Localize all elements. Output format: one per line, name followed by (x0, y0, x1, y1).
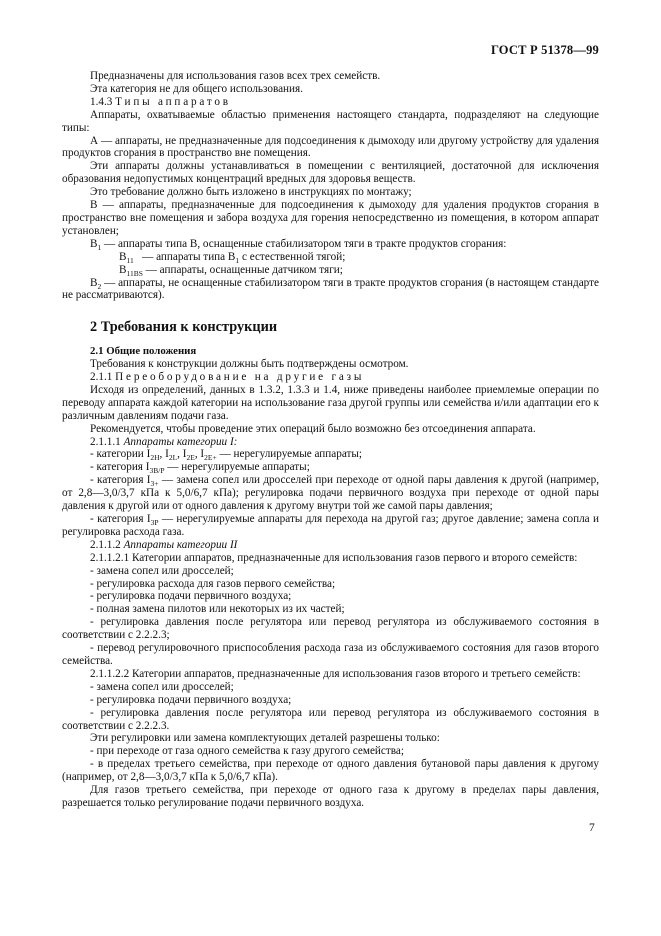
definition-b1: $В_1$ — аппараты типа В, оснащенные стабилизатором тяги в тракте продуктов сгорания: (90, 237, 507, 253)
paragraph: Аппараты, охватываемые областью применения настоящего стандарта, подразделяют на следующие типы: (62, 108, 599, 134)
clause-title: Аппараты категории II (123, 538, 238, 551)
clause-title: Типы аппаратов (115, 95, 231, 108)
paragraph: Эти аппараты должны устанавливаться в помещении с вентиляцией, достаточной для исключения образования недопустимых концентраций вредных для здоровья веществ. (62, 160, 599, 186)
clause-number: 2.1.1.1 (90, 435, 124, 448)
paragraph: Эта категория не для общего использования. (90, 82, 303, 95)
standard-header: ГОСТ Р 51378—99 (490, 43, 599, 57)
paragraph: Это требование должно быть изложено в инструкциях по монтажу; (90, 186, 412, 199)
list-item: - регулировка расхода для газов первого семейства; (90, 577, 336, 590)
paragraph: Рекомендуется, чтобы проведение этих операций было возможно без отсоединения аппарата. (90, 422, 536, 435)
clause-heading (62, 96, 599, 109)
list-item: - при переходе от газа одного семейства к газу другого семейства; (90, 745, 404, 758)
definition-b11: $В_{11}$ — аппараты типа $В_1$ с естественной тягой; (119, 250, 346, 265)
list-item: - категория $I_{3P}$ — нерегулируемые аппараты для перехода на другой газ; другое давление; замена сопла и регулировка расхода газа. (62, 513, 599, 538)
document-body (62, 70, 599, 810)
paragraph: Для газов третьего семейства, при переходе от одного газа к другому в пределах пары давления, разрешается только регулирование подачи первичного воздуха. (62, 784, 599, 809)
page-number: 7 (589, 822, 595, 834)
section-title: 2 Требования к конструкции (90, 319, 278, 336)
paragraph: А — аппараты, не предназначенные для подсоединения к дымоходу или другому устройству для удаления продуктов сгорания в пространство вне помещения. (62, 134, 599, 160)
list-item: - категории $I_{2H}$, $I_{2L}$, $I_{2E}$, $I_{2E+}$ — нерегулируемые аппараты; (90, 448, 363, 463)
paragraph: В — аппараты, предназначенные для подсоединения к дымоходу для удаления продуктов сгорания в пространство вне помещения и забора воздуха для горения непосредственно из помещения, в котором аппарат установлен; (62, 199, 599, 237)
list-item: - регулировка давления после регулятора или перевод регулятора из обслуживаемого состояния в соответствии с 2.2.2.3; (62, 616, 599, 642)
clause-number: 2.1.1.2 (90, 538, 124, 551)
list-item: - регулировка подачи первичного воздуха; (90, 693, 292, 706)
list-item: - замена сопел или дросселей; (90, 564, 234, 577)
paragraph: Требования к конструкции должны быть подтверждены осмотром. (90, 358, 409, 371)
list-item: - регулировка давления после регулятора или перевод регулятора из обслуживаемого состояния в соответствии с 2.2.2.3. (62, 706, 599, 732)
clause-heading (62, 436, 599, 449)
clause-title: Аппараты категории I: (123, 435, 238, 448)
paragraph: 2.1.1.2.1 Категории аппаратов, предназначенные для использования газов первого и второго семейств: (90, 551, 578, 564)
list-item: - полная замена пилотов или некоторых из их частей; (90, 603, 345, 616)
list-item: - перевод регулировочного приспособления расхода газа из обслуживаемого состояния для газов второго семейства. (62, 642, 599, 667)
subsection-title: 2.1 Общие положения (90, 345, 197, 358)
paragraph: 2.1.1.2.2 Категории аппаратов, предназначенные для использования газов второго и третьего семейств: (90, 667, 581, 680)
paragraph: Эти регулировки или замена комплектующих деталей разрешены только: (90, 732, 440, 745)
clause-number: 1.4.3 (90, 95, 116, 108)
list-item: - категория $I_{3+}$ — замена сопел или дросселей при переходе от одной пары давления к другой (например, от 2,8—3,0/3,7 кПа к 5,0/6,7 кПа); регулировка подачи первичного воздуха при переходе от одной пары давления к другой или от одного давления к другому внутри той же самой пары давления; (62, 474, 599, 513)
list-item: - в пределах третьего семейства, при переходе от одного давления бутановой пары давления к другому (например, от 2,8—3,0/3,7 кПа к 5,0/6,7 кПа). (62, 758, 599, 784)
paragraph: Исходя из определений, данных в 1.3.2, 1.3.3 и 1.4, ниже приведены наиболее приемлемые операции по переводу аппарата каждой категории на использование газа другой группы или семейства и/или адаптации его к различным давлениям подачи газа. (62, 383, 599, 422)
list-item: - замена сопел или дросселей; (90, 680, 234, 693)
clause-title: Переоборудование на другие газы (115, 371, 365, 384)
clause-heading (62, 539, 599, 552)
paragraph: Предназначены для использования газов всех трех семейств. (90, 70, 381, 82)
clause-heading (62, 371, 599, 384)
definition-b11bs: $В_{11BS}$ — аппараты, оснащенные датчиком тяги; (119, 263, 343, 278)
clause-number: 2.1.1 (90, 371, 116, 384)
definition-b2: $В_2$ — аппараты, не оснащенные стабилизатором тяги в тракте продуктов сгорания (в настоящем стандарте не рассматриваются). (62, 276, 599, 302)
list-item: - регулировка подачи первичного воздуха; (90, 590, 292, 603)
list-item: - категория $I_{3B/P}$ — нерегулируемые аппараты; (90, 461, 310, 476)
